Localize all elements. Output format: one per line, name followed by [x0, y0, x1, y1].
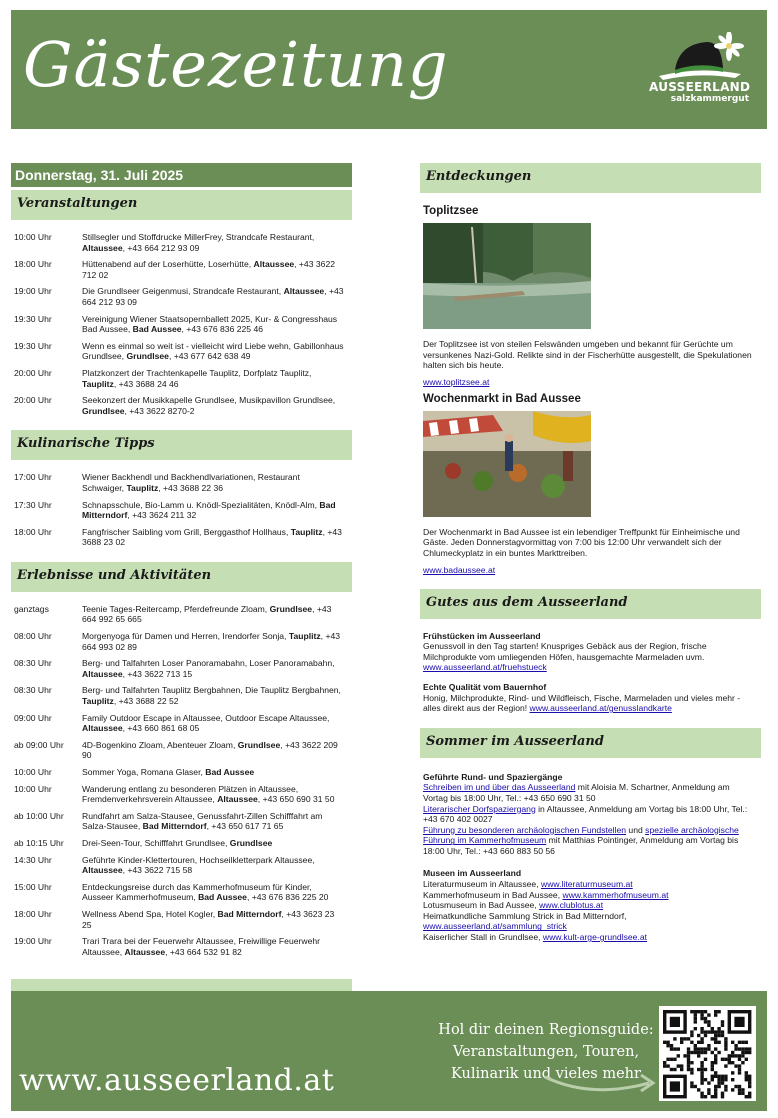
event-row — [14, 767, 352, 778]
event-details: Wellness Abend Spa, Hotel Kogler, — [82, 908, 218, 919]
event-time: 10:00 Uhr — [14, 232, 52, 242]
event-details: Platzkonzert der Trachtenkapelle Tauplitz, Dorfplatz Tauplitz, — [82, 367, 312, 378]
qr-code-icon — [659, 1006, 756, 1101]
event-phone: , +43 3623 23 25 — [82, 908, 335, 930]
good-things-farm-heading: Echte Qualität vom Bauernhof — [423, 681, 547, 692]
event-description — [82, 368, 352, 389]
discovery-title-wochenmarkt: Wochenmarkt in Bad Aussee — [423, 392, 581, 405]
event-time: 18:00 Uhr — [14, 526, 52, 537]
event-row — [14, 395, 352, 416]
event-row — [14, 685, 352, 706]
event-time: ab 10:00 Uhr — [14, 810, 64, 821]
event-time: 15:00 Uhr — [14, 881, 52, 892]
section-heading-summer: Sommer im Ausseerland — [420, 728, 761, 758]
event-location: Tauplitz — [126, 482, 159, 493]
event-description — [82, 855, 352, 876]
event-time: 08:00 Uhr — [14, 631, 52, 642]
event-location: Bad Aussee — [205, 767, 255, 777]
hat-edelweiss-icon — [649, 32, 749, 82]
event-details: Teenie Tages-Reitercamp, Pferdefreunde Zloam, — [82, 603, 270, 614]
event-time: 08:30 Uhr — [14, 658, 52, 669]
event-location: Grundlsee — [126, 351, 169, 362]
museum-name: Lotusmuseum in Bad Aussee, — [423, 900, 540, 911]
toplitzsee-link[interactable]: www.toplitzsee.at — [423, 376, 490, 387]
event-location: Tauplitz — [82, 378, 114, 389]
event-row — [14, 341, 352, 362]
event-location: Altaussee — [82, 865, 123, 876]
badaussee-link[interactable]: www.badaussee.at — [423, 564, 496, 575]
event-phone: , +43 3688 22 52 — [113, 696, 179, 707]
event-phone: , +43 650 690 31 50 — [257, 794, 335, 805]
summer-museums — [420, 868, 761, 942]
event-phone: , +43 664 532 91 82 — [165, 946, 242, 957]
event-details: Fangfrischer Saibling vom Grill, Berggasthof Hollhaus, — [82, 526, 291, 537]
event-details: Rundfahrt am Salza-Stausee, Genussfahrt-Zillen Schifffahrt am Salza-Stausee, — [82, 810, 323, 832]
event-location: Bad Mitterndorf — [82, 499, 336, 521]
toplitzsee-photo — [423, 223, 591, 329]
event-row — [14, 631, 352, 652]
event-location: Grundlsee — [82, 405, 125, 416]
event-time: 09:00 Uhr — [14, 712, 52, 723]
event-row — [14, 259, 352, 280]
date-heading: Donnerstag, 31. Juli 2025 — [11, 163, 352, 187]
event-description — [82, 314, 352, 335]
right-column — [420, 163, 761, 943]
header-banner — [11, 10, 767, 129]
event-row — [14, 314, 352, 335]
event-list — [11, 460, 352, 560]
event-phone: , +43 676 836 225 46 — [181, 324, 264, 335]
museum-name: Kaiserlicher Stall in Grundlsee, — [423, 932, 543, 943]
genusslandkarte-link[interactable]: www.ausseerland.at/genusslandkarte — [529, 703, 672, 714]
event-time: 19:30 Uhr — [14, 340, 52, 351]
event-description — [82, 527, 352, 548]
promo-line-2: Veranstaltungen, Touren, — [452, 1044, 640, 1060]
event-time: ganztags — [14, 603, 49, 614]
event-details: Berg- und Talfahrten Loser Panoramabahn, Loser Panoramabahn, — [82, 658, 335, 669]
event-location: Bad Aussee — [132, 324, 182, 335]
event-phone: , +43 664 992 65 665 — [82, 603, 332, 625]
event-phone: , +43 664 212 93 09 — [122, 242, 200, 253]
event-location: Altaussee — [82, 668, 123, 679]
event-phone: , +43 3622 715 58 — [122, 865, 193, 876]
event-time: 10:00 Uhr — [14, 783, 52, 794]
event-list — [11, 220, 352, 428]
event-details: Seekonzert der Musikkapelle Grundlsee, Musikpavillon Grundlsee, — [82, 395, 336, 406]
event-description — [82, 685, 352, 706]
event-time: 17:30 Uhr — [14, 499, 52, 510]
section-heading: Veranstaltungen — [11, 190, 352, 220]
event-phone: , +43 3688 23 02 — [82, 526, 342, 548]
event-row — [14, 784, 352, 805]
event-time: 20:00 Uhr — [14, 367, 52, 378]
event-phone: , +43 3688 22 36 — [158, 482, 224, 493]
event-description — [82, 713, 352, 734]
museum-link[interactable]: www.clublotus.at — [539, 900, 604, 911]
event-location: Tauplitz — [82, 696, 114, 707]
event-row — [14, 658, 352, 679]
promo-line-3: Kulinarik und vieles mehr — [451, 1066, 641, 1082]
event-phone: , +43 3622 209 90 — [82, 739, 338, 761]
event-description — [82, 631, 352, 652]
fruehstueck-link[interactable]: www.ausseerland.at/fruehstueck — [423, 662, 547, 673]
event-time: 19:00 Uhr — [14, 936, 52, 947]
event-location: Tauplitz — [288, 631, 321, 642]
event-row — [14, 527, 352, 548]
tour-connector-text: und — [626, 824, 646, 835]
event-details: Schnapsschule, Bio-Lamm u. Knödl-Spezialitäten, Knödl-Alm, — [82, 499, 320, 510]
event-details: Hüttenabend auf der Loserhütte, Loserhütte, — [82, 259, 254, 270]
promo-line-1: Hol dir deinen Regionsguide: — [438, 1022, 654, 1038]
event-description — [82, 604, 352, 625]
event-details: Trari Trara bei der Feuerwehr Altaussee, Freiwillige Feuerwehr Altaussee, — [82, 936, 321, 957]
event-description — [82, 500, 352, 521]
museum-item — [423, 890, 753, 901]
event-location: Altaussee — [82, 723, 123, 734]
event-description — [82, 784, 352, 805]
event-details: Vereinigung Wiener Staatsopernballett 2025, Kur- & Congresshaus Bad Aussee, — [82, 313, 338, 335]
event-details: 4D-Bogenkino Zloam, Abenteuer Zloam, — [82, 739, 238, 750]
event-location: Altaussee — [124, 946, 166, 957]
event-row — [14, 838, 352, 849]
event-phone: , +43 664 993 02 89 — [82, 631, 341, 652]
event-location: Grundlsee — [237, 739, 281, 750]
qr-code[interactable] — [659, 1006, 756, 1101]
logo-subtitle: salzkammergut — [670, 94, 749, 104]
event-time: 18:00 Uhr — [14, 259, 52, 270]
tour-fundstellen-link[interactable]: Führung zu besonderen archäologischen Fundstellen — [423, 824, 627, 835]
museum-item — [423, 900, 753, 911]
event-row — [14, 909, 352, 930]
event-description — [82, 286, 352, 307]
discovery-title-toplitzsee: Toplitzsee — [423, 205, 479, 217]
event-location: Grundlsee — [269, 603, 313, 614]
tour-schreiben-text: mit Aloisia M. Schartner, Anmeldung am Vortag bis 18:00 Uhr, Tel.: +43 650 690 31 50 — [423, 782, 730, 803]
event-phone: , +43 3622 712 02 — [82, 259, 335, 280]
museum-name: Heimatkundliche Sammlung Strick in Bad Mitterndorf, — [423, 910, 627, 921]
event-time: 14:30 Uhr — [14, 854, 52, 865]
event-row — [14, 882, 352, 903]
event-time: 10:00 Uhr — [14, 767, 52, 777]
section-heading-good-things: Gutes aus dem Ausseerland — [420, 589, 761, 619]
museum-link[interactable]: www.ausseerland.at/sammlung_strick — [423, 921, 567, 932]
discovery-text-wochenmarkt: Der Wochenmarkt in Bad Aussee ist ein lebendiger Treffpunkt für Einheimische und Gäste. Jeden Donnerstagvormittag von 7:00 bis 12:00 Uhr verwandelt sich der Chlumeckyplatz in ein buntes Markttreiben. — [423, 526, 740, 558]
event-row — [14, 232, 352, 253]
museum-link[interactable]: www.literaturmuseum.at — [540, 879, 633, 890]
tour-pointinger-text: mit Matthias Pointinger, Anmeldung am Vortag bis 18:00 Uhr, Tel.: +43 660 883 50 56 — [423, 835, 739, 856]
event-description — [82, 767, 352, 778]
event-time: 17:00 Uhr — [14, 472, 52, 483]
event-time: ab 10:15 Uhr — [14, 837, 64, 848]
left-column — [11, 163, 352, 998]
event-row — [14, 472, 352, 493]
logo-wordmark: AUSSEERLAND — [649, 80, 751, 94]
section-heading: Kulinarische Tipps — [11, 430, 352, 460]
event-details: Drei-Seen-Tour, Schifffahrt Grundlsee, — [82, 837, 230, 848]
footer-banner — [11, 991, 767, 1111]
event-description — [82, 658, 352, 679]
event-time: 08:30 Uhr — [14, 685, 52, 696]
event-phone: , +43 660 861 68 05 — [122, 723, 200, 734]
event-details: Berg- und Talfahrten Tauplitz Bergbahnen, Die Tauplitz Bergbahnen, — [82, 685, 341, 696]
arrow-icon — [541, 1069, 661, 1099]
event-time: 19:00 Uhr — [14, 286, 52, 297]
discovery-text-toplitzsee: Der Toplitzsee ist von steilen Felswänden umgeben und bekannt für Gerüchte um versunkenes Nazi-Gold. Relikte sind in der Fischerhütte ausgestellt, die Spekulationen halten sich bis heute. — [423, 339, 752, 371]
event-description — [82, 472, 352, 493]
museum-link[interactable]: www.kammerhofmuseum.at — [562, 889, 669, 900]
event-details: Family Outdoor Escape in Altaussee, Outdoor Escape Altaussee, — [82, 712, 330, 723]
event-location: Grundlsee — [229, 837, 273, 848]
event-description — [82, 740, 352, 761]
event-phone: , +43 677 642 638 49 — [168, 351, 251, 362]
museum-item — [423, 879, 753, 890]
museum-name: Kammerhofmuseum in Bad Aussee, — [423, 889, 563, 900]
event-description — [82, 909, 352, 930]
event-details: Stillsegler und Stoffdrucke MillerFrey, Strandcafe Restaurant, — [82, 232, 315, 242]
event-phone: , +43 3624 211 32 — [127, 510, 197, 521]
event-details: Entdeckungsreise durch das Kammerhofmuseum für Kinder, Ausseer Kammerhofmuseum, — [82, 881, 312, 903]
event-row — [14, 855, 352, 876]
event-location: Tauplitz — [290, 526, 323, 537]
event-row — [14, 740, 352, 761]
page-title: Gästezeitung — [23, 28, 449, 101]
event-phone: , +43 3688 24 46 — [113, 378, 179, 389]
good-things-breakfast-heading: Frühstücken im Ausseerland — [423, 630, 541, 641]
event-details: Morgenyoga für Damen und Herren, Irendorfer Sonja, — [82, 631, 289, 642]
ausseerland-logo — [649, 32, 749, 112]
tour-dorfspaziergang-text: in Altaussee, Anmeldung am Vortag bis 18:00 Uhr, Tel.: +43 670 402 0027 — [423, 803, 748, 825]
event-details: Wanderung entlang zu besonderen Plätzen in Altaussee, Fremdenverkehrsverein Altaussee, — [82, 783, 299, 805]
event-row — [14, 368, 352, 389]
event-location: Bad Mitterndorf — [217, 908, 282, 919]
event-description — [82, 232, 352, 253]
event-location: Altaussee — [283, 286, 325, 297]
museums-heading: Museen im Ausseerland — [423, 868, 522, 879]
section-heading-discoveries: Entdeckungen — [420, 163, 761, 193]
event-details: Wiener Backhendl und Backhendlvariationen, Restaurant Schwaiger, — [82, 472, 300, 493]
event-phone: , +43 3622 8270-2 — [124, 405, 195, 416]
event-phone: , +43 3622 713 15 — [122, 668, 193, 679]
summer-tours-heading: Geführte Rund- und Spaziergänge — [423, 771, 563, 782]
event-description — [82, 811, 352, 832]
event-location: Bad Aussee — [198, 892, 247, 903]
event-time: 19:30 Uhr — [14, 313, 52, 324]
museum-list — [423, 879, 753, 943]
summer-tours — [420, 772, 761, 857]
tour-schreiben-link[interactable]: Schreiben im und über das Ausseerland — [423, 782, 576, 793]
event-description — [82, 395, 352, 416]
event-list — [11, 592, 352, 969]
museum-name: Literaturmuseum in Altaussee, — [423, 879, 541, 890]
event-phone: , +43 676 836 225 20 — [246, 892, 329, 903]
event-phone: , +43 664 212 93 09 — [82, 286, 344, 307]
good-things-farm-text: Honig, Milchprodukte, Rind- und Wildfleisch, Fische, Marmeladen und vieles mehr - alles direkt aus der Region! — [423, 692, 741, 714]
tour-kammerhof-link[interactable]: spezielle archäologische Führung im Kammerhofmuseum — [423, 824, 739, 846]
event-row — [14, 713, 352, 734]
museum-item — [423, 932, 753, 943]
event-description — [82, 838, 352, 849]
section-heading: Erlebnisse und Aktivitäten — [11, 562, 352, 592]
event-phone: , +43 650 617 71 65 — [206, 821, 284, 832]
event-details: Geführte Kinder-Klettertouren, Hochseilkletterpark Altaussee, — [82, 854, 315, 865]
wochenmarkt-photo — [423, 411, 591, 517]
event-location: Bad Mitterndorf — [142, 821, 207, 832]
good-things-breakfast — [420, 631, 761, 673]
event-location: Altaussee — [217, 794, 258, 805]
event-row — [14, 500, 352, 521]
museum-item — [423, 911, 753, 932]
event-time: 18:00 Uhr — [14, 908, 52, 919]
event-description — [82, 259, 352, 280]
event-location: Altaussee — [253, 259, 295, 270]
event-description — [82, 936, 352, 957]
event-details: Wenn es einmal so weit ist - vielleicht wird Liebe wehn, Gabillonhaus Grundlsee, — [82, 340, 344, 362]
event-row — [14, 936, 352, 957]
good-things-breakfast-text: Genussvoll in den Tag starten! Knuspriges Gebäck aus der Region, frische Milchprodukte vom umliegenden Höfen, hausgemachte Marmeladen uvm. — [423, 641, 707, 662]
good-things-farm — [420, 682, 761, 714]
event-time: ab 09:00 Uhr — [14, 739, 64, 750]
tour-dorfspaziergang-link[interactable]: Literarischer Dorfspaziergang — [423, 803, 536, 814]
event-row — [14, 286, 352, 307]
event-details: Die Grundlseer Geigenmusi, Strandcafe Restaurant, — [82, 286, 284, 297]
event-row — [14, 811, 352, 832]
event-location: Altaussee — [82, 242, 123, 253]
event-description — [82, 341, 352, 362]
event-sections — [11, 190, 352, 969]
footer-website-url[interactable]: www.ausseerland.at — [19, 1063, 335, 1098]
event-row — [14, 604, 352, 625]
museum-link[interactable]: www.kult-arge-grundlsee.at — [542, 932, 648, 943]
event-time: 20:00 Uhr — [14, 395, 52, 406]
event-description — [82, 882, 352, 903]
event-details: Sommer Yoga, Romana Glaser, — [82, 767, 206, 777]
